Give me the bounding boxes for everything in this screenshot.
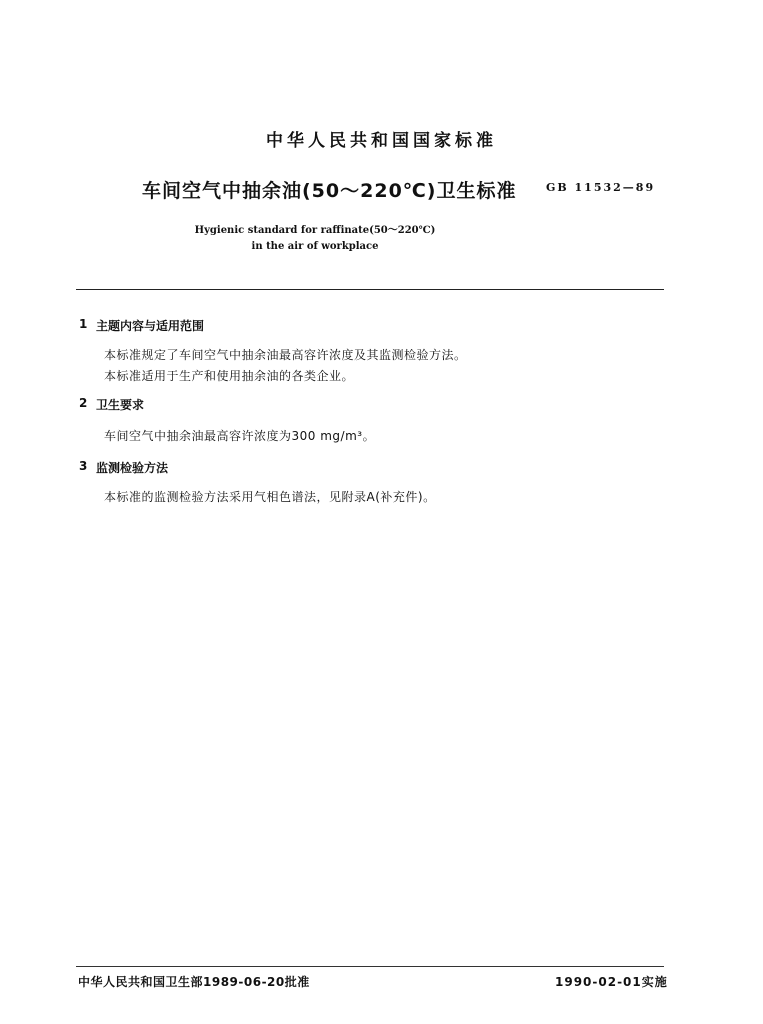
section-paragraph: 本标准适用于生产和使用抽余油的各类企业。	[104, 369, 355, 383]
header-divider	[76, 289, 664, 290]
section-paragraph: 车间空气中抽余油最高容许浓度为300 mg/m³。	[104, 429, 376, 443]
section-number: 3	[79, 459, 88, 473]
section-number: 2	[79, 396, 88, 410]
approval-date: 中华人民共和国卫生部1989-06-20批准	[78, 975, 310, 989]
footer-divider	[76, 966, 664, 967]
section-title: 卫生要求	[96, 398, 145, 412]
standard-category-heading: 中华人民共和国国家标准	[266, 131, 497, 151]
section-number: 1	[79, 317, 88, 331]
english-title-line-2: in the air of workplace	[251, 241, 379, 252]
section-paragraph: 本标准规定了车间空气中抽余油最高容许浓度及其监测检验方法。	[104, 348, 467, 362]
section-title: 监测检验方法	[96, 461, 169, 475]
section-title: 主题内容与适用范围	[96, 319, 205, 333]
section-paragraph: 本标准的监测检验方法采用气相色谱法，见附录A(补充件)。	[104, 490, 436, 504]
english-title-line-1: Hygienic standard for raffinate(50～220℃)	[194, 225, 436, 236]
implementation-date: 1990-02-01实施	[555, 975, 668, 989]
document-title: 车间空气中抽余油(50～220℃)卫生标准	[142, 180, 517, 202]
standard-code: GB 11532—89	[546, 181, 656, 194]
